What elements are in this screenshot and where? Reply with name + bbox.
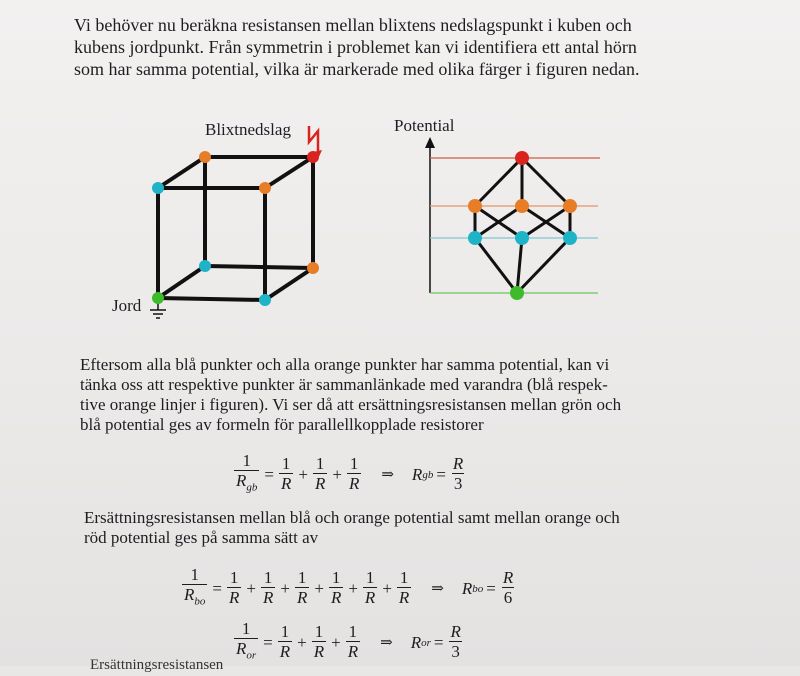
intro-line: som har samma potential, vilka är markerade med olika färger i figuren nedan. <box>74 59 640 79</box>
cube-node-orange <box>307 262 319 274</box>
paragraph-line: tive orange linjer i figuren). Vi ser då att ersättningsresistansen mellan grön och <box>80 395 622 414</box>
paragraph-line: blå potential ges av formeln för parallellkopplade resistorer <box>80 415 484 434</box>
axis-arrow-icon <box>425 137 435 148</box>
implies-icon: ⇒ <box>431 581 444 598</box>
cube-node-orange <box>199 151 211 163</box>
potential-node-orange <box>468 199 482 213</box>
cube-node-orange <box>259 182 271 194</box>
cube-edge <box>265 157 313 188</box>
potential-figure <box>425 137 600 300</box>
cube-figure <box>158 157 313 300</box>
potential-node-orange <box>563 199 577 213</box>
potential-node-orange <box>515 199 529 213</box>
equation-rbo: $\frac{1}{R_{bo}}$ = $\frac{1}{R}$ + $\frac{1}{R}$ + $\frac{1}{R}$ + $\frac{1}{R}$ + $\frac{1}{R}$ + $\frac{1}{R}$ ⇒ R bo = $\frac{R}{6}$ <box>180 566 517 611</box>
label-ground: Jord <box>112 296 142 315</box>
potential-node-blue <box>515 231 529 245</box>
potential-node-blue <box>563 231 577 245</box>
intro-line: Vi behöver nu beräkna resistansen mellan blixtens nedslagspunkt i kuben och <box>74 15 632 35</box>
cube-node-blue <box>152 182 164 194</box>
paragraph-line: Ersättningsresistansen mellan blå och orange potential samt mellan orange och <box>84 508 620 527</box>
cube-edge <box>158 298 265 300</box>
cube-node-blue <box>199 260 211 272</box>
potential-node-red <box>515 151 529 165</box>
cube-node-green <box>152 292 164 304</box>
cube-edge <box>158 157 205 188</box>
cube-node-red <box>307 151 319 163</box>
paragraph-line: röd potential ges på samma sätt av <box>84 528 319 547</box>
paragraph-line: tänka oss att respektive punkter är sammanlänkade med varandra (blå respek- <box>80 375 608 394</box>
cube-edge <box>205 266 313 268</box>
potential-node-blue <box>468 231 482 245</box>
intro-line: kubens jordpunkt. Från symmetrin i problemet kan vi identifiera ett antal hörn <box>74 37 637 57</box>
implies-icon: ⇒ <box>380 635 393 652</box>
label-lightning-strike: Blixtnedslag <box>205 120 291 139</box>
equation-ror: $\frac{1}{R_{or}}$ = $\frac{1}{R}$ + $\frac{1}{R}$ + $\frac{1}{R}$ ⇒ R or = $\frac{R}{3}$ <box>232 620 465 665</box>
paragraph-line: Eftersom alla blå punkter och alla orange punkter har samma potential, kan vi <box>80 355 610 374</box>
potential-node-green <box>510 286 524 300</box>
fraction: $\frac{1}{R_{gb}}$ <box>234 452 259 497</box>
paragraph-parallel <box>80 355 621 435</box>
cube-edge <box>265 268 313 300</box>
lightning-icon <box>309 126 318 152</box>
paragraph-same-way <box>84 508 620 548</box>
equation-rgb: $\frac{1}{R_{gb}}$ = $\frac{1}{R}$ + $\frac{1}{R}$ + $\frac{1}{R}$ ⇒ R gb = $\frac{R}{3}$ <box>232 452 467 497</box>
label-potential: Potential <box>394 116 455 135</box>
paragraph-cut-off: Ersättningsresistansen <box>90 657 224 673</box>
cube-node-blue <box>259 294 271 306</box>
cube-edge <box>158 266 205 298</box>
implies-icon: ⇒ <box>381 467 394 484</box>
